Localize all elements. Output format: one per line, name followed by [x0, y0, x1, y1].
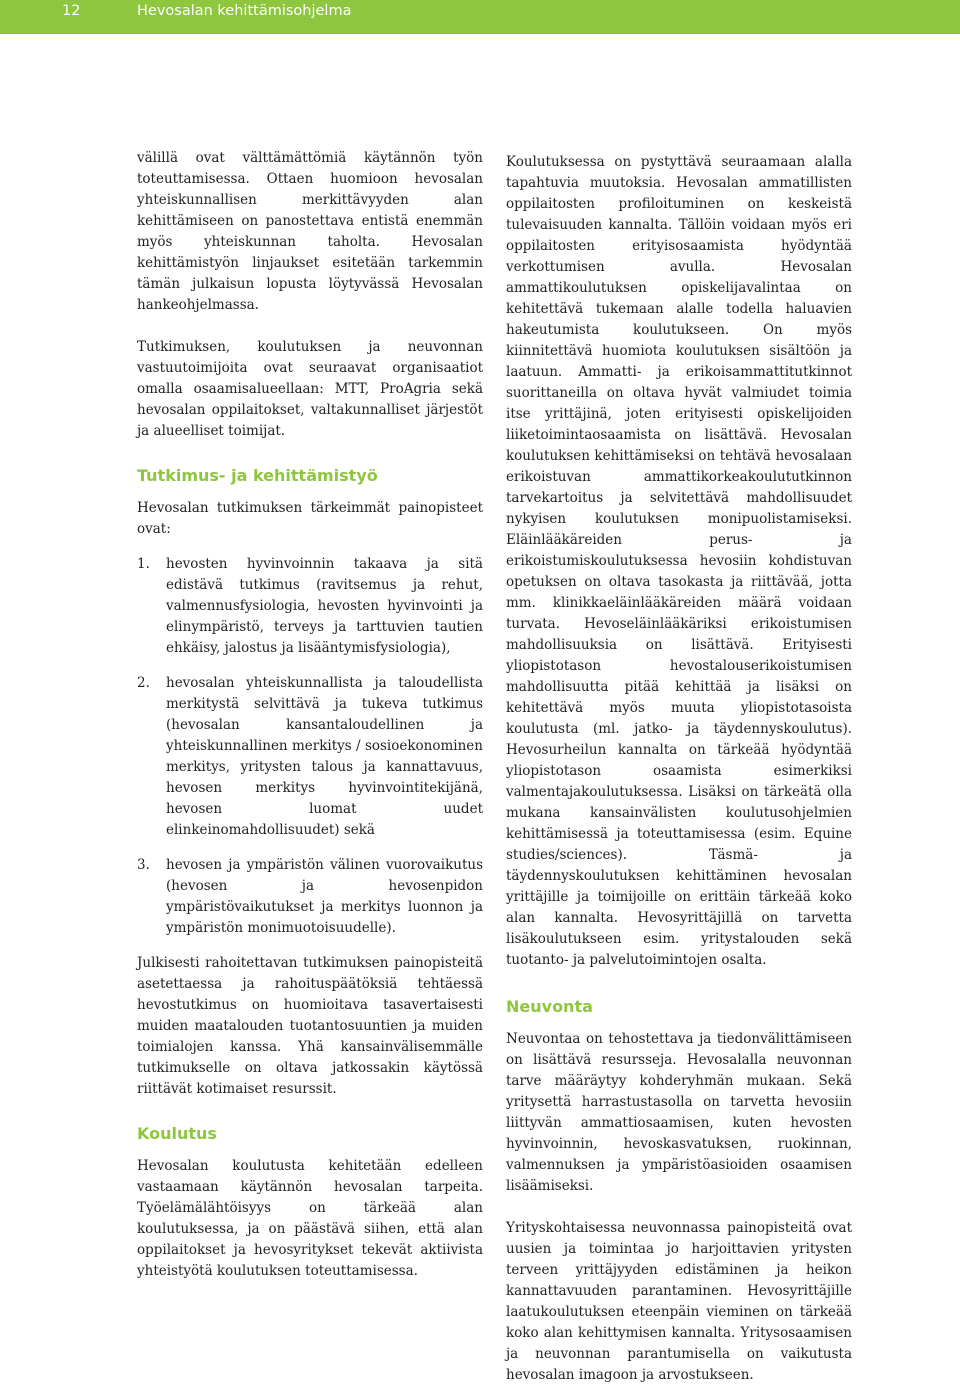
list-item [137, 855, 483, 939]
list-item [137, 554, 483, 659]
running-title: Hevosalan kehittämisohjelma [137, 3, 352, 19]
paragraph: välillä ovat välttämättömiä käytännön työn toteuttamisessa. Ottaen huomioon hevosalan yhteiskunnallisen merkittävyyden alan kehittämiseen on panostettava entistä enemmän myös yhteiskunnan taholta. Hevosalan kehittämistyön linjaukset esitetään tarkemmin tämän julkaisun lopusta löytyvässä Hevosalan hankeohjelmassa. [137, 150, 483, 313]
priority-list [137, 554, 483, 939]
list-item [137, 673, 483, 841]
page-number: 12 [62, 3, 81, 19]
list-number: 1. [137, 556, 150, 572]
paragraph: Koulutuksessa on pystyttävä seuraamaan alalla tapahtuvia muutoksia. Hevosalan ammatillisten oppilaitosten profiloituminen on keskeistä tulevaisuuden kannalta. Tällöin voidaan myös eri oppilaitosten erityisosaamista hyödyntää verkottumisen avulla. Hevosalan ammattikoulutuksen opiskelijavalintaa on kehitettävä tukemaan alalle todella haluavien hakeutumista koulutukseen. On myös kiinnitettävä huomiota koulutuksen sisältöön ja laatuun. Ammatti- ja erikoisammattitutkinnot suorittaneilla on oltava hyvät valmiudet toimia itse yrittäjinä, joten erityisesti opiskelijoiden liiketoimintaosaamista on lisättävä. Hevosalan koulutuksen kehittämiseksi on tehtävä hevosalaan erikoistuvan ammattikorkeakoulututkinnon tarvekartoitus ja selvitettävä mahdollisuudet nykyisen koulutuksen monipuolistamiseksi. Eläinlääkäreiden perus- ja erikoistumiskoulutuksessa hevosiin kohdistuvan opetuksen on oltava tasokasta ja riittävää, jotta mm. klinikkaeläinlääkäreiden määrä voidaan turvata. Hevoseläinlääkäriksi erikoistumisen mahdollisuuksia on lisättävä. Erityisesti yliopistotason hevostalouserikoistumisen mahdollisuutta pitää kehittää ja lisäksi on kehitettävä myös muuta yliopistotasoista koulutusta (ml. jatko- ja täydennyskoulutus). Hevosurheilun kannalta on tärkeää hyödyntää yliopistotason osaamista esimerkiksi valmentajakoulutuksessa. Lisäksi on tärkeätä olla mukana kansainvälisten koulutusohjelmien kehittämisessä ja toteuttamisessa (esim. Equine studies/sciences). Täsmä- ja täydennyskoulutuksen kehittäminen hevosalan yrittäjille ja toimijoille on erittäin tärkeää koko alan kannalta. Hevosyrittäjillä on tarvetta lisäkoulutukseen esim. yritystalouden sekä tuotanto- ja palvelutoimintojen osalta. [506, 154, 852, 968]
section-heading-research: Tutkimus- ja kehittämistyö [137, 466, 378, 485]
page-header-bar [0, 0, 960, 34]
list-number: 2. [137, 675, 150, 691]
right-column [506, 152, 852, 1386]
list-number: 3. [137, 857, 150, 873]
paragraph: Tutkimuksen, koulutuksen ja neuvonnan vastuutoimijoita ovat seuraavat organisaatiot omalla osaamisalueellaan: MTT, ProAgria sekä hevosalan oppilaitokset, valtakunnalliset järjestöt ja alueelliset toimijat. [137, 339, 483, 439]
list-text: hevosten hyvinvoinnin takaava ja sitä edistävä tutkimus (ravitsemus ja rehut, valmennusfysiologia, hevosten hyvinvointi ja elinympäristö, terveys ja tarttuvien tautien ehkäisy, jalostus ja lisääntymisfysiologia), [166, 556, 483, 656]
paragraph: Neuvontaa on tehostettava ja tiedonvälittämiseen on lisättävä resursseja. Hevosalalla neuvonnan tarve määräytyy kohderyhmän mukaan. Sekä yritysettä harrastustasolla on tarvetta hevosiin liittyvän ammattiosaamisen, kuten hevosten hyvinvoinnin, hevoskasvatuksen, ruokinnan, valmennuksen ja ympäristöasioiden osaamisen lisäämiseksi. [506, 1031, 852, 1194]
paragraph: Hevosalan koulutusta kehitetään edelleen vastaamaan käytännön hevosalan tarpeita. Työelämälähtöisyys on tärkeää alan koulutuksessa, ja on päästävä siihen, että alan oppilaitokset ja hevosyritykset tekevät aktiivista yhteistyötä koulutuksen toteuttamisessa. [137, 1158, 483, 1279]
list-text: hevosalan yhteiskunnallista ja taloudellista merkitystä selvittävä ja tukeva tutkimus (hevosalan kansantaloudellinen ja yhteiskunnallinen merkitys / sosioekonominen merkitys, yritysten talous ja kannattavuus, hevosen merkitys hyvinvointitekijänä, hevosen luomat uudet elinkeinomahdollisuudet) sekä [166, 675, 483, 838]
paragraph: Julkisesti rahoitettavan tutkimuksen painopisteitä asetettaessa ja rahoituspäätöksiä tehtäessä hevostutkimus on huomioitava tasavertaisesti muiden maatalouden tuotantosuuntien ja muiden toimialojen kanssa. Yhä kansainvälisemmälle tutkimukselle on oltava jatkossakin käytössä riittävät kotimaiset resurssit. [137, 955, 483, 1097]
list-text: hevosen ja ympäristön välinen vuorovaikutus (hevosen ja hevosenpidon ympäristövaikutukset ja merkitys luonnon ja ympäristön monimuotoisuudelle). [166, 857, 483, 936]
section-heading-education: Koulutus [137, 1124, 217, 1143]
paragraph: Hevosalan tutkimuksen tärkeimmät painopisteet ovat: [137, 500, 483, 537]
paragraph: Yrityskohtaisessa neuvonnassa painopisteitä ovat uusien ja toimintaa jo harjoittavien yritysten terveen yrittäjyyden edistäminen ja heikon kannattavuuden parantaminen. Hevosyrittäjille laatukoulutuksen eteenpäin vieminen on tärkeää koko alan kehittymisen kannalta. Yritysosaamisen ja neuvonnan parantumisella on vaikutusta hevosalan imagoon ja arvostukseen. [506, 1220, 852, 1383]
left-column [137, 148, 483, 1282]
section-heading-advisory: Neuvonta [506, 997, 593, 1016]
